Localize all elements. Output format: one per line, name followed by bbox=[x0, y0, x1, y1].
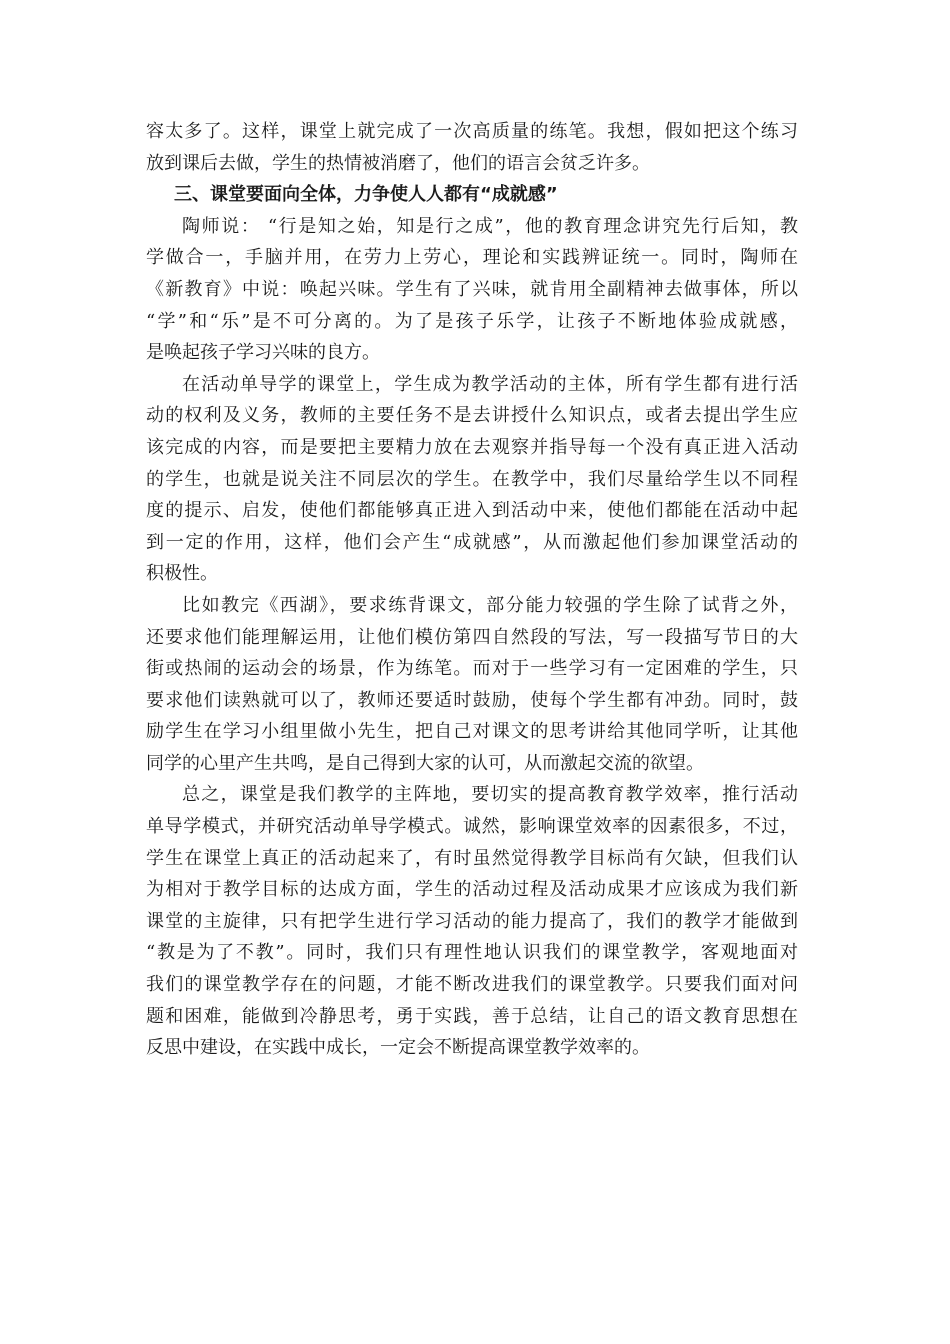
text-line: 到一定的作用，这样，他们会产生“成就感”，从而激起他们参加课堂活动的 bbox=[146, 531, 798, 553]
text-line: 学做合一，手脑并用，在劳力上劳心，理论和实践辨证统一。同时，陶师在 bbox=[146, 247, 798, 269]
paragraph bbox=[146, 779, 798, 1063]
text-line: 比如教完《西湖》，要求练背课文，部分能力较强的学生除了试背之外， bbox=[182, 594, 798, 616]
text-line: 同学的心里产生共鸣，是自己得到大家的认可，从而激起交流的欲望。 bbox=[146, 752, 704, 774]
text-line: “学”和“乐”是不可分离的。为了是孩子乐学，让孩子不断地体验成就感， bbox=[146, 310, 798, 332]
text-line: 励学生在学习小组里做小先生，把自己对课文的思考讲给其他同学听，让其他 bbox=[146, 721, 798, 743]
document-body bbox=[146, 116, 798, 1064]
text-line: 课堂的主旋律，只有把学生进行学习活动的能力提高了，我们的教学才能做到 bbox=[146, 910, 798, 932]
text-line: 在活动单导学的课堂上，学生成为教学活动的主体，所有学生都有进行活 bbox=[182, 373, 798, 395]
paragraph bbox=[146, 211, 798, 369]
text-line: 容太多了。这样，课堂上就完成了一次高质量的练笔。我想，假如把这个练习 bbox=[146, 121, 798, 142]
text-line: 单导学模式，并研究活动单导学模式。诚然，影响课堂效率的因素很多，不过， bbox=[146, 816, 798, 838]
paragraph bbox=[146, 590, 798, 780]
text-line: “教是为了不教”。同时，我们只有理性地认识我们的课堂教学，客观地面对 bbox=[146, 942, 798, 964]
text-line: 度的提示、启发，使他们都能够真正进入到活动中来，使他们都能在活动中起 bbox=[146, 500, 798, 522]
text-line: 的学生，也就是说关注不同层次的学生。在教学中，我们尽量给学生以不同程 bbox=[146, 468, 798, 490]
section-heading bbox=[146, 179, 798, 211]
text-line: 动的权利及义务，教师的主要任务不是去讲授什么知识点，或者去提出学生应 bbox=[146, 405, 798, 427]
text-line: 我们的课堂教学存在的问题，才能不断改进我们的课堂教学。只要我们面对问 bbox=[146, 974, 798, 996]
text-line: 还要求他们能理解运用，让他们模仿第四自然段的写法，写一段描写节日的大 bbox=[146, 626, 798, 648]
paragraph bbox=[146, 369, 798, 590]
text-line: 该完成的内容，而是要把主要精力放在去观察并指导每一个没有真正进入活动 bbox=[146, 436, 798, 458]
section-heading-text: 三、课堂要面向全体，力争使人人都有“成就感” bbox=[174, 184, 558, 206]
text-line: 学生在课堂上真正的活动起来了，有时虽然觉得教学目标尚有欠缺，但我们认 bbox=[146, 847, 798, 869]
text-line: 积极性。 bbox=[146, 563, 218, 585]
text-line: 街或热闹的运动会的场景，作为练笔。而对于一些学习有一定困难的学生，只 bbox=[146, 658, 798, 680]
text-line: 《新教育》中说：唤起兴味。学生有了兴味，就肯用全副精神去做事体，所以 bbox=[146, 278, 798, 300]
text-line: 陶师说： “行是知之始，知是行之成”，他的教育理念讲究先行后知，教 bbox=[182, 215, 798, 237]
paragraph bbox=[146, 116, 798, 179]
text-line: 是唤起孩子学习兴味的良方。 bbox=[146, 342, 380, 364]
text-line: 题和困难，能做到冷静思考，勇于实践，善于总结，让自己的语文教育思想在 bbox=[146, 1005, 798, 1027]
text-line: 为相对于教学目标的达成方面，学生的活动过程及活动成果才应该成为我们新 bbox=[146, 879, 798, 901]
text-line: 总之，课堂是我们教学的主阵地，要切实的提高教育教学效率，推行活动 bbox=[182, 784, 798, 806]
text-line: 放到课后去做，学生的热情被消磨了，他们的语言会贫乏许多。 bbox=[146, 152, 650, 174]
text-line: 要求他们读熟就可以了，教师还要适时鼓励，使每个学生都有冲劲。同时，鼓 bbox=[146, 689, 798, 711]
text-line: 反思中建设，在实践中成长，一定会不断提高课堂教学效率的。 bbox=[146, 1037, 650, 1059]
